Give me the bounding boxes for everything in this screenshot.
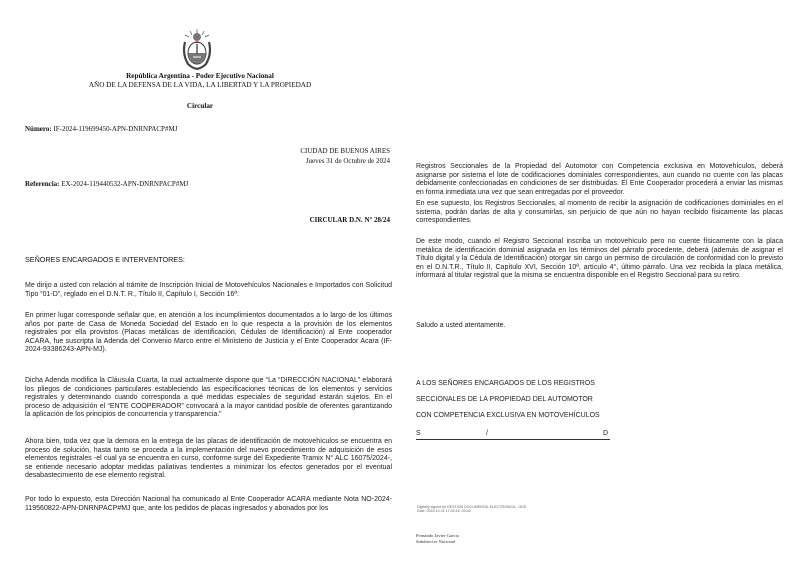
place: CIUDAD DE BUENOS AIRES bbox=[300, 147, 390, 155]
circular-title: CIRCULAR D.N. N° 28/24 bbox=[309, 216, 390, 224]
addressee-line: SECCIONALES DE LA PROPIEDAD DEL AUTOMOTOR bbox=[416, 396, 593, 403]
paragraph: Ahora bien, toda vez que la demora en la entrega de las placas de identificación de motovehículos se encuentra en proceso de solución, hasta tanto se proceda a la implementación del nuevo procedimiento de adquisición de esos elementos registrales -el cual ya se encuentra en curso, conforme surge del Expediente Tramix N° ALC 16075/2024-, se entiende necesario adoptar medidas paliativas tendientes a minimizar los efectos generados por el eventual desabastecimiento de ese elemento registral. bbox=[25, 438, 392, 480]
header-doc-type: Circular bbox=[186, 102, 214, 110]
header-country: República Argentina - Poder Ejecutivo Nacional bbox=[126, 72, 274, 80]
referencia-value: EX-2024-119440532-APN-DNRNPACP#MJ bbox=[61, 180, 189, 188]
referencia-line bbox=[25, 180, 188, 188]
paragraph: En primer lugar corresponde señalar que, en atención a los incumplimientos documentados a lo largo de los últimos años por parte de Casa de Moneda Sociedad del Estado en lo que respecta a la provisión de los elementos registrales por ella provistos (Placas metálicas de identificación, Cédulas de Identificación) al Ente cooperador ACARA, fue suscripta la Adenda del Convenio Marco entre el Ministerio de Justicia y el Ente Cooperador Acara (IF-2024-93386243-APN-MJ). bbox=[25, 312, 392, 354]
digital-signature-line: Digitally signed by GESTION DOCUMENTAL ELECTRONICA - GDE bbox=[417, 505, 527, 509]
referencia-label: Referencia: bbox=[25, 180, 60, 188]
digital-signature-date: Date: 2024.10.31 17:33:16 -03:00 bbox=[417, 509, 471, 514]
signer-name: Fernando Javier Garcia bbox=[416, 533, 459, 538]
sign-line-d: D bbox=[603, 430, 609, 437]
sign-line-sep: / bbox=[486, 430, 488, 437]
sign-line-s: S bbox=[416, 430, 421, 437]
paragraph: Registros Seccionales de la Propiedad del Automotor con Competencia exclusiva en Motovehículos, deberá asignarse por sistema el lote de codificaciones dominiales correspondientes, aun cuando no cuente con las placas debidamente confeccionadas en condiciones de ser distribuidas. El Ente Cooperador procederá a enviar las mismas en forma inmediata una vez que sean entregadas por el proveedor. bbox=[416, 163, 783, 196]
closing-greeting: Saludo a usted atentamente. bbox=[416, 322, 506, 329]
paragraph: Me dirijo a usted con relación al trámite de Inscripción Inicial de Motovehículos Nacionales e Importados con Solicitud Tipo “01-D”, reglado en el D.N.T. R., Título II, Capítulo I, Sección 16ª. bbox=[25, 282, 392, 298]
paragraph: Por todo lo expuesto, esta Dirección Nacional ha comunicado al Ente Cooperador ACARA mediante Nota NO-2024-119560822-APN-DNRNPACP#MJ que, ante los pedidos de placas ingresados y abonados por los bbox=[25, 496, 392, 512]
numero-value: IF-2024-119699450-APN-DNRNPACP#MJ bbox=[53, 125, 178, 133]
signature-underline bbox=[416, 439, 610, 440]
addressee-line: CON COMPETENCIA EXCLUSIVA EN MOTOVEHÍCULOS bbox=[416, 412, 600, 419]
numero-line bbox=[25, 125, 177, 133]
digital-signature-stamp bbox=[417, 505, 526, 513]
header-year-motto: AÑO DE LA DEFENSA DE LA VIDA, LA LIBERTAD Y LA PROPIEDAD bbox=[88, 81, 312, 89]
signer-title: Subdirector Nacional bbox=[416, 539, 456, 544]
signer-block bbox=[416, 533, 459, 545]
paragraph: En ese supuesto, los Registros Seccionales, al momento de recibir la asignación de codificaciones dominiales en el sistema, podrán darlas de alta y consumirlas, sin perjuicio de que aún no hayan recibido físicamente las placas correspondientes. bbox=[416, 200, 783, 225]
page-right bbox=[400, 0, 800, 567]
paragraph: De este modo, cuando el Registro Seccional inscriba un motovehículo pero no cuente físicamente con la placa metálica de identificación dominial asignada en los términos del párrafo procedente, deberá (además de asignar el Título digital y la Cédula de Identificación) otorgar sin cargo un permiso de circulación de conformidad con lo previsto en el D.N.T.R., Título II, Capítulo XVI, Sección 10ª, artículo 4°, último párrafo. Una vez recibida la placa metálica, informará al titular registral que la misma se encuentra disponible en el Registro Seccional para su retiro. bbox=[416, 238, 783, 280]
salutation: SEÑORES ENCARGADOS E INTERVENTORES: bbox=[25, 255, 185, 264]
coat-of-arms-icon bbox=[179, 28, 215, 70]
paragraph: Dicha Adenda modifica la Cláusula Cuarta, la cual actualmente dispone que “La “DIRECCIÓN NACIONAL” elaborará los pliegos de condiciones particulares estableciendo las especificaciones técnicas de los elementos y servicios registrales y determinando cuando corresponda a qué medidas especiales de seguridad estarán sujetos. En el proceso de adquisición el “ENTE COOPERADOR” convocará a la mayor cantidad posible de oferentes garantizando la aplicación de los principios de concurrencia y transparencia.” bbox=[25, 377, 392, 419]
date: Jueves 31 de Octubre de 2024 bbox=[305, 157, 390, 165]
numero-label: Número: bbox=[25, 125, 52, 133]
addressee-line: A LOS SEÑORES ENCARGADOS DE LOS REGISTROS bbox=[416, 380, 595, 387]
